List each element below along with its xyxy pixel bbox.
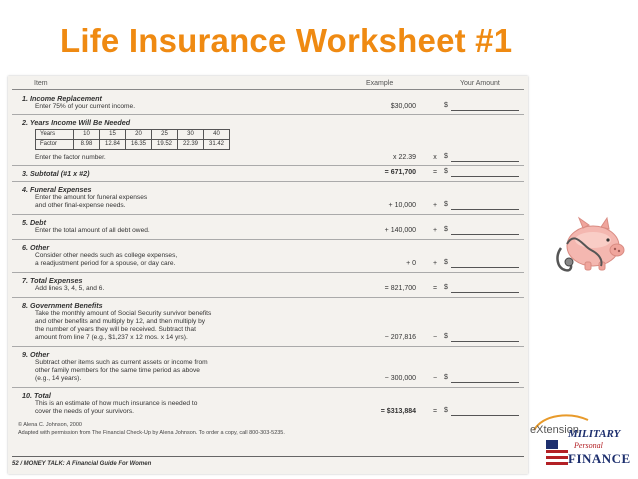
section-title: 8. Government Benefits xyxy=(22,301,103,310)
page-footer: 52 / MONEY TALK: A Financial Guide For Women xyxy=(12,461,152,467)
example-value: = 821,700 xyxy=(384,285,416,292)
section-desc: Add lines 3, 4, 5, and 6. xyxy=(35,285,105,292)
amount-field[interactable] xyxy=(451,382,519,383)
operator: + xyxy=(432,260,438,267)
factor-cell: 19.52 xyxy=(152,140,178,150)
section-desc: Enter the factor number. xyxy=(35,154,106,161)
operator: − xyxy=(432,334,438,341)
operator: − xyxy=(432,375,438,382)
example-value: + 140,000 xyxy=(384,227,416,234)
amount-field[interactable] xyxy=(451,267,519,268)
example-value: + 10,000 xyxy=(388,202,416,209)
factor-cell: 31.42 xyxy=(204,140,230,150)
factor-table xyxy=(35,129,230,150)
amount-prefix: $ xyxy=(444,153,448,160)
flag-icon xyxy=(546,440,568,466)
amount-field[interactable] xyxy=(451,415,519,416)
section-title: 9. Other xyxy=(22,350,50,359)
example-value: + 0 xyxy=(406,260,416,267)
page-title: Life Insurance Worksheet #1 xyxy=(60,22,513,59)
section-desc: other family members for the same time period as above xyxy=(35,367,200,374)
section-desc: This is an estimate of how much insurance is needed to xyxy=(35,400,198,407)
section-desc: the number of years they will be received. Subtract that xyxy=(35,326,196,333)
section-desc: Enter 75% of your current income. xyxy=(35,103,136,110)
piggy-bank-icon xyxy=(553,210,627,280)
amount-prefix: $ xyxy=(444,201,448,208)
logo-extension-text: eXtension xyxy=(530,424,579,436)
section-title: 10. Total xyxy=(22,391,51,400)
years-label: Years xyxy=(36,130,74,140)
logo-military-text: MILITARY xyxy=(568,428,621,440)
amount-field[interactable] xyxy=(451,161,519,162)
factor-cell: 8.98 xyxy=(74,140,100,150)
amount-prefix: $ xyxy=(444,259,448,266)
section-title: 1. Income Replacement xyxy=(22,94,102,103)
divider xyxy=(12,239,524,240)
col-header-example: Example xyxy=(366,80,394,87)
section-desc: a readjustment period for a spouse, or day care. xyxy=(35,260,176,267)
operator: = xyxy=(432,285,438,292)
operator: = xyxy=(432,408,438,415)
adapted-note: Adapted with permission from The Financial Check-Up by Alena Johnson. To order a copy, call 800-303-5235. xyxy=(18,430,285,436)
section-title: 6. Other xyxy=(22,243,50,252)
divider xyxy=(12,387,524,388)
amount-prefix: $ xyxy=(444,102,448,109)
military-finance-logo xyxy=(530,412,634,476)
operator: = xyxy=(432,169,438,176)
amount-prefix: $ xyxy=(444,407,448,414)
amount-field[interactable] xyxy=(451,176,519,177)
divider xyxy=(12,114,524,115)
amount-prefix: $ xyxy=(444,374,448,381)
section-desc: Consider other needs such as college expenses, xyxy=(35,252,178,259)
example-value: − 300,000 xyxy=(384,375,416,382)
section-title: 2. Years Income Will Be Needed xyxy=(22,118,131,127)
amount-prefix: $ xyxy=(444,333,448,340)
col-header-amount: Your Amount xyxy=(460,80,500,87)
amount-field[interactable] xyxy=(451,209,519,210)
section-desc: Subtract other items such as current assets or income from xyxy=(35,359,208,366)
section-desc: Take the monthly amount of Social Security survivor benefits xyxy=(35,310,212,317)
example-value: x 22.39 xyxy=(393,154,416,161)
example-value: = 671,700 xyxy=(384,169,416,176)
year-cell: 40 xyxy=(204,130,230,140)
header-rule xyxy=(12,89,524,90)
section-desc: (e.g., 14 years). xyxy=(35,375,82,382)
example-value: = $313,884 xyxy=(380,408,416,415)
section-title: 4. Funeral Expenses xyxy=(22,185,92,194)
footer-rule xyxy=(12,456,524,457)
factor-label: Factor xyxy=(36,140,74,150)
amount-field[interactable] xyxy=(451,341,519,342)
section-title: 3. Subtotal (#1 x #2) xyxy=(22,169,90,178)
factor-cell: 22.39 xyxy=(178,140,204,150)
year-cell: 10 xyxy=(74,130,100,140)
divider xyxy=(12,272,524,273)
divider xyxy=(12,214,524,215)
worksheet-scan xyxy=(8,76,528,474)
logo-personal-text: Personal xyxy=(574,441,603,450)
section-desc: and other final-expense needs. xyxy=(35,202,126,209)
example-value: $30,000 xyxy=(390,103,416,110)
divider xyxy=(12,346,524,347)
factor-cell: 12.84 xyxy=(100,140,126,150)
col-header-item: Item xyxy=(34,80,48,87)
divider xyxy=(12,181,524,182)
amount-prefix: $ xyxy=(444,284,448,291)
copyright-note: © Alena C. Johnson, 2000 xyxy=(18,422,82,428)
factor-cell: 16.35 xyxy=(126,140,152,150)
year-cell: 30 xyxy=(178,130,204,140)
section-desc: Enter the total amount of all debt owed. xyxy=(35,227,150,234)
operator: x xyxy=(433,154,437,161)
section-desc: and other benefits and multiply by 12, and then multiply by xyxy=(35,318,206,325)
amount-field[interactable] xyxy=(451,234,519,235)
section-title: 7. Total Expenses xyxy=(22,276,83,285)
amount-field[interactable] xyxy=(451,110,519,111)
amount-field[interactable] xyxy=(451,292,519,293)
operator: + xyxy=(432,202,438,209)
section-desc: Enter the amount for funeral expenses xyxy=(35,194,148,201)
section-desc: cover the needs of your survivors. xyxy=(35,408,134,415)
divider xyxy=(12,297,524,298)
year-cell: 15 xyxy=(100,130,126,140)
example-value: − 207,816 xyxy=(384,334,416,341)
year-cell: 25 xyxy=(152,130,178,140)
divider xyxy=(12,165,524,166)
year-cell: 20 xyxy=(126,130,152,140)
amount-prefix: $ xyxy=(444,226,448,233)
section-title: 5. Debt xyxy=(22,218,46,227)
operator: + xyxy=(432,227,438,234)
amount-prefix: $ xyxy=(444,168,448,175)
section-desc: amount from line 7 (e.g., $1,237 x 12 mos. x 14 yrs). xyxy=(35,334,188,341)
logo-finance-text: FINANCE xyxy=(568,451,631,466)
